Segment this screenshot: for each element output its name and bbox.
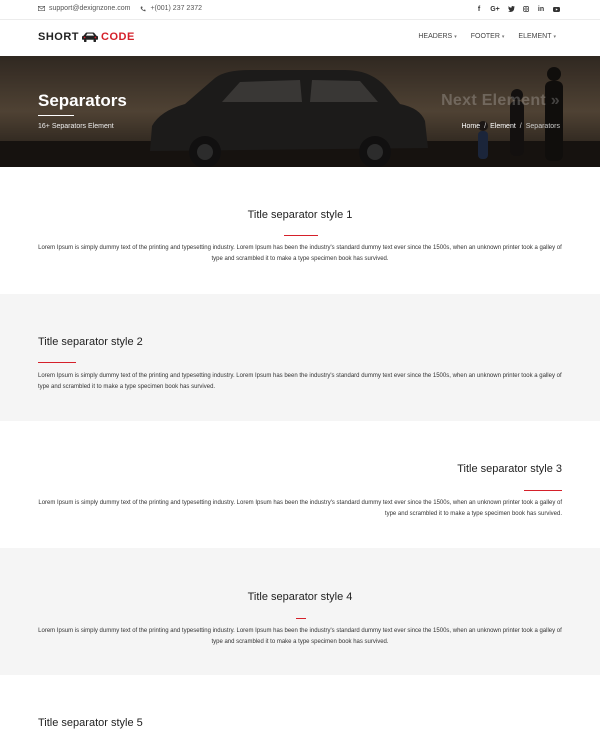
nav-footer-label: FOOTER	[470, 33, 500, 40]
section-text: Lorem Ipsum is simply dummy text of the printing and typesetting industry. Lorem Ipsum has been the industry's standard dummy text ever since the 1500s, when an unknown printer took a galley of type and scrambled it to make a type specimen book has survived.	[38, 628, 562, 645]
section-text: Lorem Ipsum is simply dummy text of the printing and typesetting industry. Lorem Ipsum has been the industry's standard dummy text ever since the 1500s, when an unknown printer took a galley of type and scrambled it to make a type specimen book has survived.	[38, 245, 562, 262]
nav-headers-label: HEADERS	[418, 33, 453, 40]
logo-text-short: SHORT	[38, 31, 79, 43]
page-banner	[0, 56, 600, 167]
top-bar	[0, 0, 600, 20]
nav-element[interactable]	[518, 33, 556, 40]
instagram-icon[interactable]	[522, 4, 530, 14]
site-header	[0, 20, 600, 56]
youtube-icon[interactable]	[552, 4, 560, 14]
contact-info	[38, 5, 212, 12]
page-title-underline	[38, 115, 74, 116]
chevron-down-icon: ▾	[454, 33, 457, 40]
separator-section-5	[0, 675, 600, 742]
title-separator-line	[284, 235, 318, 236]
section-title: Title separator style 1	[247, 209, 353, 221]
nav-footer[interactable]	[471, 33, 505, 40]
separator-section-4	[0, 548, 600, 675]
banner-overlay	[0, 56, 600, 167]
title-separator-line	[38, 362, 76, 363]
nav-headers[interactable]	[418, 33, 456, 40]
section-title: Title separator style 4	[247, 591, 353, 603]
linkedin-icon[interactable]: in	[537, 5, 545, 13]
separator-section-1	[0, 167, 600, 294]
email-text: support@dexignzone.com	[49, 5, 131, 12]
car-logo-icon	[81, 32, 99, 43]
breadcrumb-element[interactable]: Element	[490, 123, 516, 130]
section-text: Lorem Ipsum is simply dummy text of the printing and typesetting industry. Lorem Ipsum has been the industry's standard dummy text ever since the 1500s, when an unknown printer took a galley of type and scrambled it to make a type specimen book has survived.	[38, 500, 562, 517]
breadcrumb-separator: /	[519, 123, 522, 130]
section-title: Title separator style 5	[38, 717, 143, 729]
site-logo[interactable]	[38, 31, 135, 43]
chevron-down-icon: ▾	[553, 33, 556, 40]
title-separator-line	[296, 618, 306, 619]
twitter-icon[interactable]	[507, 4, 515, 14]
separator-section-3	[0, 421, 600, 548]
page-title: Separators	[38, 91, 127, 110]
breadcrumb	[461, 123, 560, 130]
main-nav	[418, 33, 556, 40]
page-subtitle: 16+ Separators Element	[38, 123, 114, 130]
chevron-down-icon: ▾	[501, 33, 505, 40]
email-contact[interactable]	[38, 5, 130, 12]
breadcrumb-separator: /	[484, 123, 487, 130]
title-separator-line	[524, 490, 562, 491]
social-links	[475, 4, 560, 14]
logo-text-code: CODE	[101, 31, 135, 43]
section-title: Title separator style 3	[457, 463, 562, 475]
nav-element-label: ELEMENT	[518, 33, 552, 40]
section-text: Lorem Ipsum is simply dummy text of the printing and typesetting industry. Lorem Ipsum has been the industry's standard dummy text ever since the 1500s, when an unknown printer took a galley of type and scrambled it to make a type specimen book has survived.	[38, 373, 562, 390]
breadcrumb-home[interactable]: Home	[461, 123, 481, 130]
envelope-icon	[38, 6, 45, 11]
breadcrumb-current: Separators	[525, 123, 560, 130]
facebook-icon[interactable]: f	[477, 5, 481, 13]
next-element-link[interactable]: Next Element »	[441, 92, 560, 109]
phone-icon	[140, 6, 146, 12]
google-plus-icon[interactable]: G+	[490, 5, 500, 13]
separator-section-2	[0, 294, 600, 421]
section-title: Title separator style 2	[38, 336, 143, 348]
phone-contact[interactable]	[140, 5, 202, 12]
phone-text: +(001) 237 2372	[150, 5, 203, 12]
